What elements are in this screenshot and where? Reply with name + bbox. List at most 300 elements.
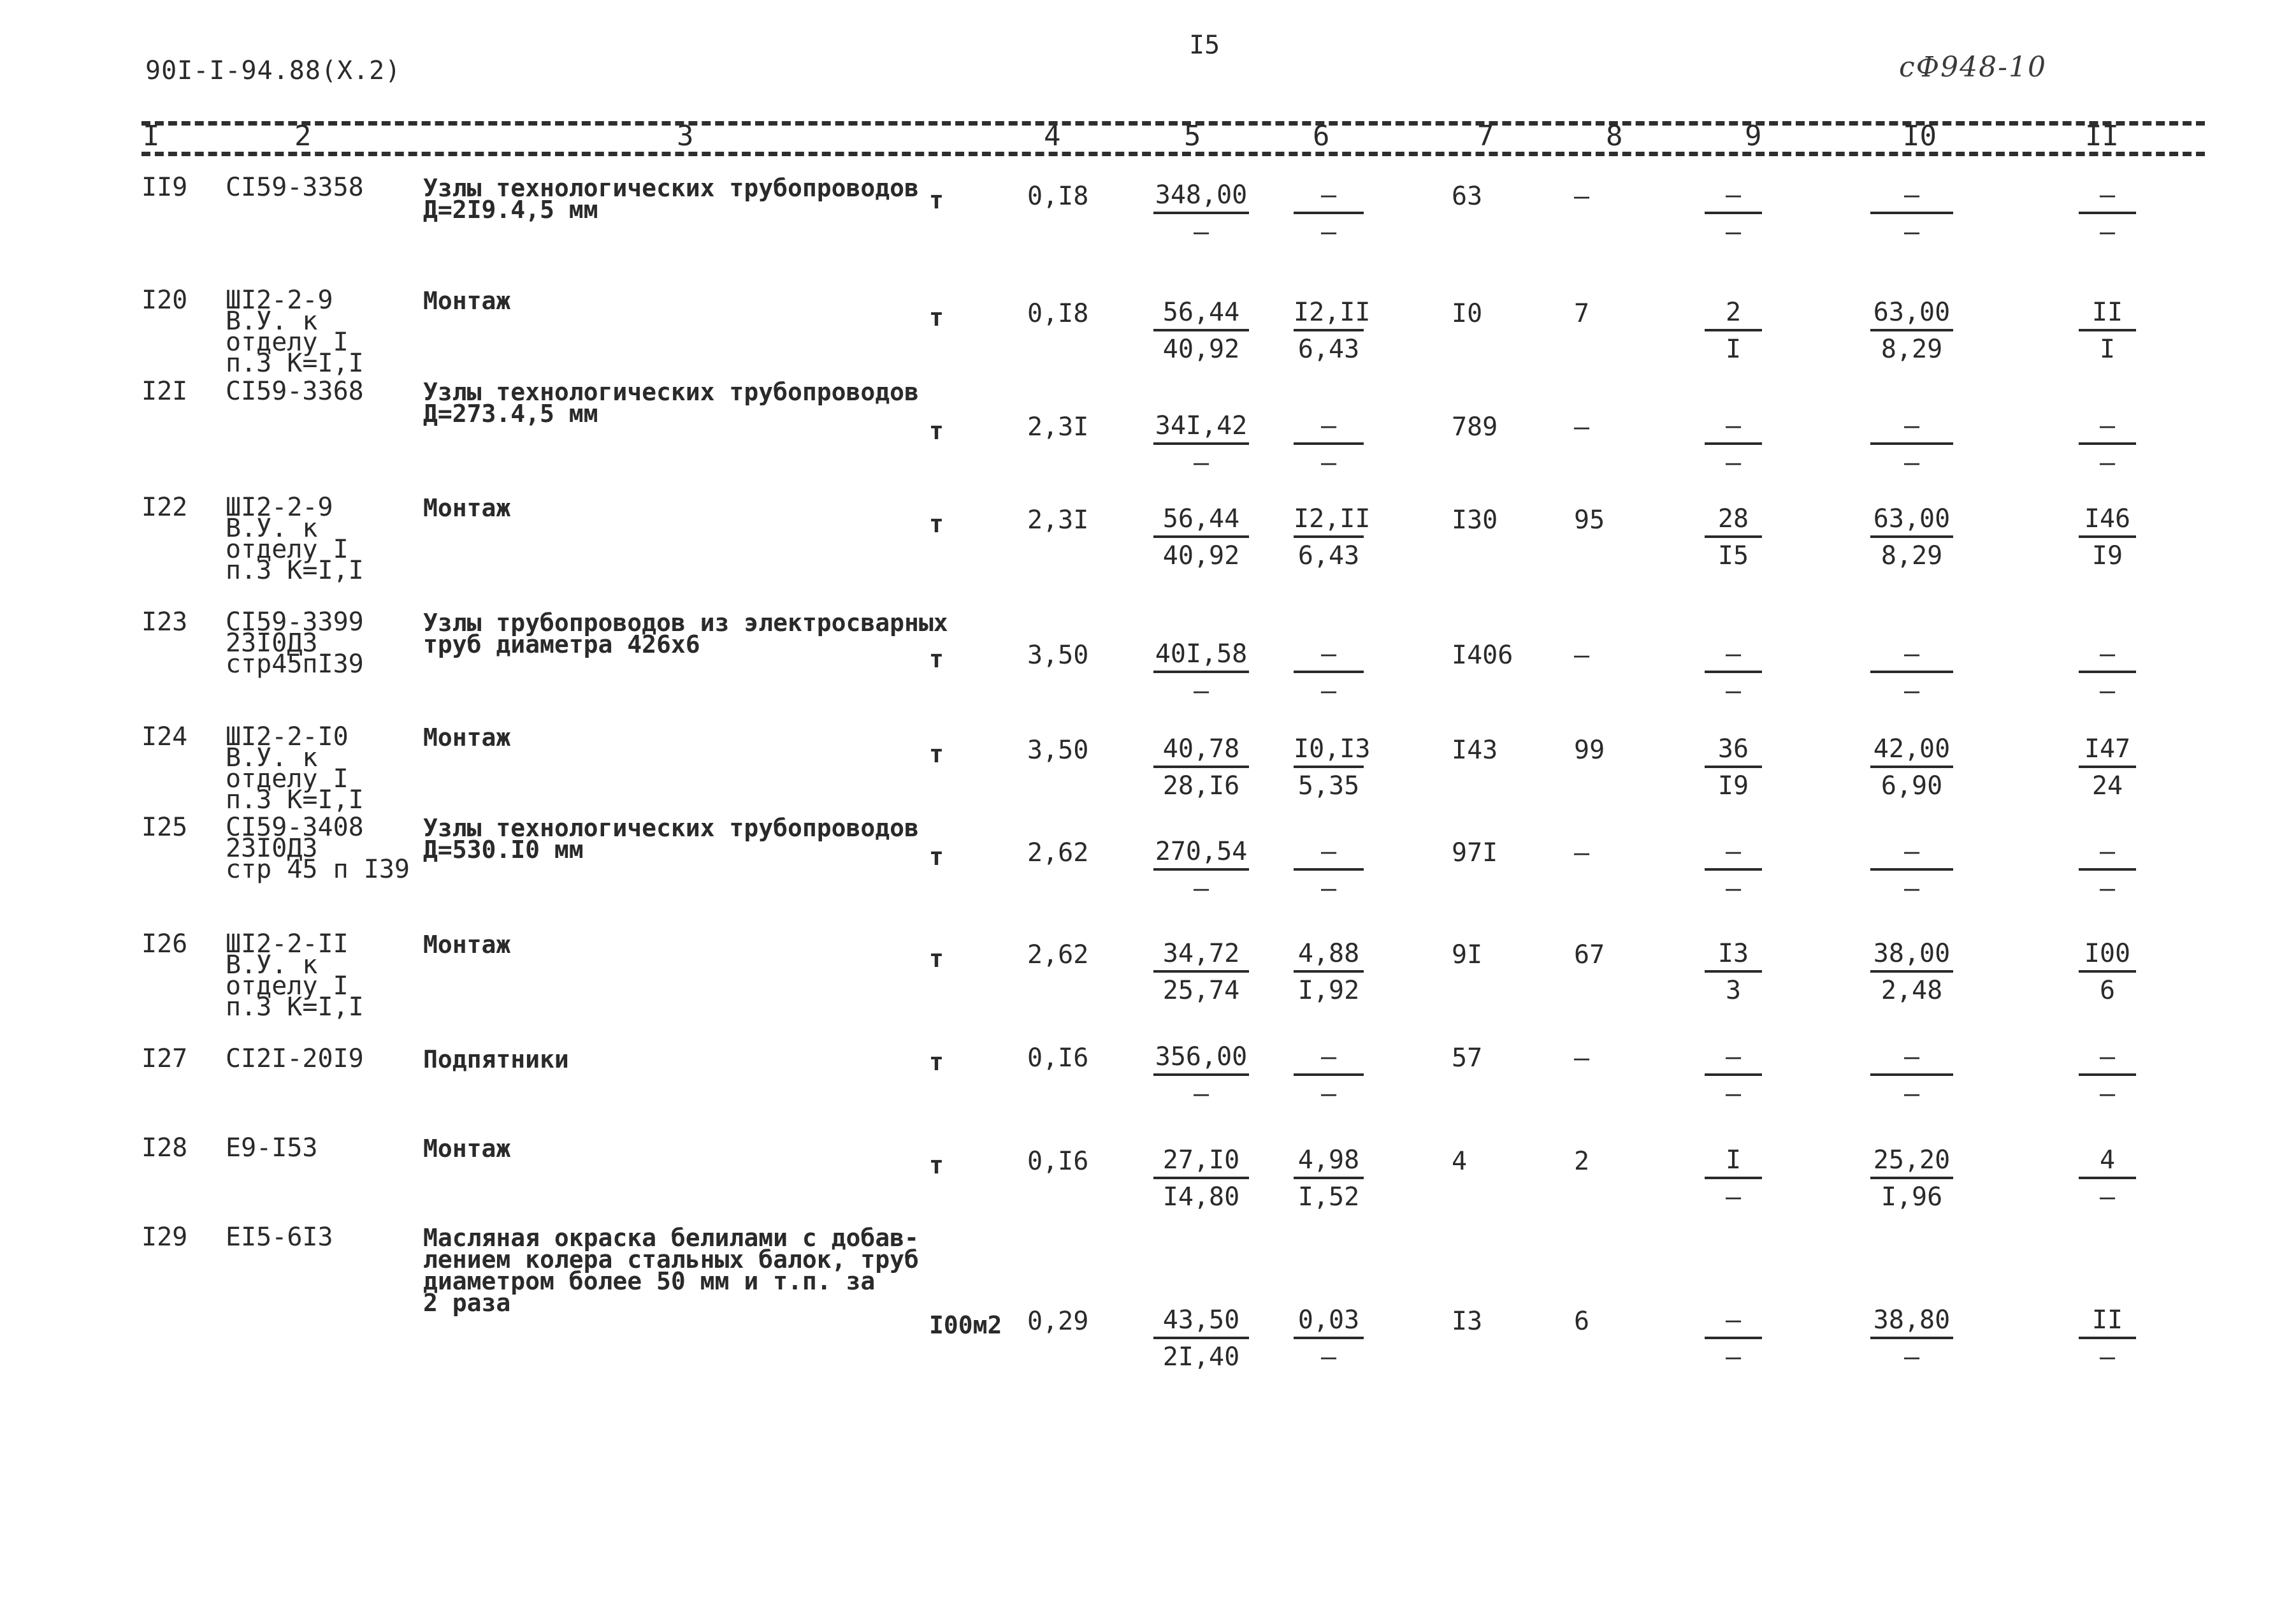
fraction-c6 (1294, 181, 1364, 246)
fraction-numerator: – (1903, 180, 1920, 210)
fraction-bar (1705, 535, 1762, 538)
fraction-c9 (1705, 298, 1762, 363)
fraction-bar (1294, 212, 1364, 214)
fraction-bar (1870, 1073, 1953, 1076)
fraction-bar (1153, 1073, 1249, 1076)
fraction-c11 (2079, 940, 2136, 1005)
column-7-value: I406 (1452, 641, 1513, 670)
fraction-bar (2079, 1073, 2136, 1076)
quantity: 2,62 (1027, 940, 1089, 969)
unit-of-measure: т (929, 645, 944, 673)
fraction-bar (1705, 970, 1762, 973)
column-number-4: 4 (1044, 120, 1061, 152)
fraction-denominator: – (1320, 448, 1337, 477)
fraction-numerator: – (2099, 180, 2116, 210)
unit-of-measure: т (929, 740, 944, 768)
column-8-value: – (1574, 838, 1590, 868)
row-number: I24 (141, 722, 188, 751)
fraction-bar (1870, 1337, 1953, 1339)
fraction-numerator: – (1725, 639, 1742, 669)
fraction-bar (1294, 970, 1364, 973)
row-number: I2I (141, 377, 188, 406)
fraction-bar (1153, 535, 1249, 538)
column-7-value: I0 (1452, 299, 1483, 328)
column-number-6: 6 (1313, 120, 1330, 152)
quantity: 0,29 (1027, 1307, 1089, 1336)
unit-of-measure: т (929, 945, 944, 973)
fraction-bar (2079, 1177, 2136, 1179)
fraction-denominator: – (2099, 217, 2116, 247)
fraction-bar (1153, 1337, 1249, 1339)
fraction-c9 (1705, 940, 1762, 1005)
fraction-numerator: 270,54 (1155, 837, 1248, 866)
quantity: 2,62 (1027, 838, 1089, 868)
fraction-c10 (1870, 838, 1953, 903)
fraction-denominator: – (1903, 448, 1920, 477)
fraction-bar (2079, 1337, 2136, 1339)
fraction-numerator: – (1725, 1305, 1742, 1335)
row-number: I29 (141, 1223, 188, 1252)
fraction-denominator: – (1725, 874, 1742, 903)
fraction-bar (2079, 970, 2136, 973)
column-number-5: 5 (1184, 120, 1201, 152)
fraction-denominator: – (1193, 217, 1209, 247)
fraction-numerator: – (1320, 1042, 1337, 1071)
fraction-denominator: 2I,40 (1162, 1342, 1240, 1372)
fraction-bar (1870, 766, 1953, 768)
fraction-numerator: I47 (2084, 734, 2131, 764)
fraction-denominator: I (1725, 335, 1742, 364)
column-8-value: 95 (1574, 505, 1605, 535)
fraction-numerator: 25,20 (1873, 1145, 1951, 1175)
estimate-code-line: CI2I-20I9 (226, 1044, 364, 1073)
estimate-code-line: отделу I (226, 764, 349, 794)
fraction-numerator: 34I,42 (1155, 411, 1248, 440)
fraction-c11 (2079, 640, 2136, 705)
fraction-numerator: I2,II (1294, 298, 1371, 327)
row-number: II9 (141, 173, 188, 202)
fraction-bar (1870, 1177, 1953, 1179)
fraction-bar (2079, 868, 2136, 871)
fraction-numerator: I46 (2084, 504, 2131, 534)
fraction-denominator: – (2099, 676, 2116, 706)
estimate-code-line: 23I0ДЗ (226, 834, 318, 863)
fraction-c5 (1153, 1146, 1249, 1211)
fraction-numerator: 34,72 (1162, 939, 1240, 968)
fraction-denominator: – (1725, 1342, 1742, 1372)
unit-of-measure: т (929, 510, 944, 538)
fraction-c10 (1870, 298, 1953, 363)
quantity: 0,I6 (1027, 1147, 1089, 1176)
fraction-c10 (1870, 640, 1953, 705)
fraction-denominator: – (1903, 676, 1920, 706)
fraction-bar (1294, 1337, 1364, 1339)
unit-of-measure: т (929, 186, 944, 214)
fraction-numerator: 4,88 (1297, 939, 1360, 968)
fraction-c10 (1870, 1043, 1953, 1108)
header-dashed-rule (141, 152, 2205, 156)
column-7-value: 63 (1452, 182, 1483, 211)
fraction-bar (1705, 868, 1762, 871)
fraction-numerator: 4,98 (1297, 1145, 1360, 1175)
fraction-denominator: I9 (1717, 771, 1749, 801)
fraction-bar (1705, 212, 1762, 214)
fraction-numerator: 43,50 (1162, 1305, 1240, 1335)
fraction-c5 (1153, 505, 1249, 570)
fraction-denominator: 28,I6 (1162, 771, 1240, 801)
fraction-c6 (1294, 1146, 1364, 1211)
fraction-c5 (1153, 1306, 1249, 1371)
fraction-numerator: I00 (2084, 939, 2131, 968)
work-description-line: Масляная окраска белилами с добав- (423, 1224, 919, 1252)
fraction-numerator: 38,80 (1873, 1305, 1951, 1335)
fraction-c11 (2079, 181, 2136, 246)
row-number: I27 (141, 1044, 188, 1073)
estimate-code-line: стр45пI39 (226, 650, 364, 679)
fraction-bar (2079, 329, 2136, 331)
fraction-denominator: 3 (1725, 976, 1742, 1005)
quantity: 0,I8 (1027, 182, 1089, 211)
fraction-numerator: – (1320, 639, 1337, 669)
fraction-denominator: – (1320, 217, 1337, 247)
fraction-denominator: 6,43 (1297, 335, 1360, 364)
fraction-c9 (1705, 505, 1762, 570)
work-description-line: Монтаж (423, 723, 511, 751)
fraction-c5 (1153, 412, 1249, 477)
fraction-denominator: 2,48 (1881, 976, 1943, 1005)
fraction-c6 (1294, 504, 1371, 570)
work-description-line: лением колера стальных балок, труб (423, 1245, 919, 1274)
fraction-numerator: – (2099, 411, 2116, 440)
fraction-c6 (1294, 838, 1364, 903)
column-number-3: 3 (677, 120, 694, 152)
column-number-1: I (143, 120, 160, 152)
quantity: 0,I6 (1027, 1043, 1089, 1073)
fraction-numerator: 63,00 (1873, 504, 1951, 534)
fraction-c5 (1153, 181, 1249, 246)
column-number-7: 7 (1477, 120, 1494, 152)
fraction-denominator: – (1320, 1079, 1337, 1108)
fraction-c11 (2079, 1146, 2136, 1211)
fraction-numerator: 28 (1717, 504, 1749, 534)
fraction-denominator: – (1903, 217, 1920, 247)
fraction-numerator: 38,00 (1873, 939, 1951, 968)
fraction-numerator: 4 (2099, 1145, 2116, 1175)
unit-of-measure: т (929, 843, 944, 871)
unit-of-measure: т (929, 1151, 944, 1179)
fraction-numerator: – (1320, 180, 1337, 210)
fraction-numerator: 2 (1725, 298, 1742, 327)
fraction-numerator: 56,44 (1162, 504, 1240, 534)
fraction-c5 (1153, 735, 1249, 800)
fraction-numerator: 348,00 (1155, 180, 1248, 210)
work-description-line: диаметром более 50 мм и т.п. за (423, 1267, 876, 1295)
fraction-c10 (1870, 940, 1953, 1005)
fraction-bar (1153, 868, 1249, 871)
fraction-denominator: 24 (2091, 771, 2123, 801)
quantity: 0,I8 (1027, 299, 1089, 328)
fraction-denominator: 6,43 (1297, 541, 1360, 570)
estimate-code-line: CI59-3368 (226, 377, 364, 406)
work-description-line: Узлы технологических трубопроводов (423, 174, 919, 202)
work-description-line: Монтаж (423, 287, 511, 315)
fraction-denominator: 6,90 (1881, 771, 1943, 801)
fraction-numerator: – (1725, 411, 1742, 440)
fraction-numerator: I (1725, 1145, 1742, 1175)
fraction-bar (1870, 868, 1953, 871)
estimate-code-line: В.У. к (226, 950, 318, 980)
row-number: I26 (141, 929, 188, 959)
fraction-numerator: 36 (1717, 734, 1749, 764)
fraction-c10 (1870, 505, 1953, 570)
work-description-line: Узлы технологических трубопроводов (423, 814, 919, 842)
fraction-bar (1870, 212, 1953, 214)
fraction-numerator: – (2099, 639, 2116, 669)
fraction-bar (1294, 766, 1364, 768)
fraction-c11 (2079, 505, 2136, 570)
quantity: 3,50 (1027, 736, 1089, 765)
unit-of-measure: т (929, 303, 944, 331)
column-7-value: 789 (1452, 412, 1498, 442)
fraction-bar (1870, 442, 1953, 445)
fraction-c11 (2079, 1043, 2136, 1108)
fraction-bar (1870, 671, 1953, 673)
fraction-c9 (1705, 735, 1762, 800)
estimate-code-line: CI59-3408 (226, 813, 364, 842)
fraction-bar (2079, 535, 2136, 538)
fraction-numerator: – (1903, 411, 1920, 440)
work-description-line: Д=273.4,5 мм (423, 400, 598, 428)
column-7-value: I43 (1452, 736, 1498, 765)
fraction-numerator: – (1903, 1042, 1920, 1071)
estimate-code-line: ШI2-2-II (226, 929, 349, 959)
fraction-numerator: 27,I0 (1162, 1145, 1240, 1175)
fraction-bar (1294, 1073, 1364, 1076)
fraction-denominator: 6 (2099, 976, 2116, 1005)
fraction-bar (1294, 671, 1364, 673)
column-8-value: 99 (1574, 736, 1605, 765)
fraction-denominator: – (1193, 448, 1209, 477)
fraction-bar (1705, 1337, 1762, 1339)
fraction-numerator: 40,78 (1162, 734, 1240, 764)
row-number: I22 (141, 493, 188, 522)
fraction-numerator: – (1725, 180, 1742, 210)
fraction-numerator: 0,03 (1297, 1305, 1360, 1335)
column-number-8: 8 (1606, 120, 1623, 152)
estimate-code-line: CI59-3399 (226, 607, 364, 637)
column-7-value: 57 (1452, 1043, 1483, 1073)
fraction-c5 (1153, 640, 1249, 705)
fraction-denominator: I,92 (1297, 976, 1360, 1005)
estimate-code-line: 23I0ДЗ (226, 628, 318, 658)
fraction-bar (2079, 442, 2136, 445)
quantity: 3,50 (1027, 641, 1089, 670)
fraction-bar (1153, 766, 1249, 768)
column-8-value: – (1574, 1043, 1590, 1073)
fraction-denominator: – (2099, 448, 2116, 477)
fraction-numerator: – (1725, 837, 1742, 866)
handwritten-reference: сФ948-10 (1899, 51, 2047, 83)
column-8-value: – (1574, 412, 1590, 442)
work-description-line: труб диаметра 426х6 (423, 630, 700, 658)
estimate-code-line: В.У. к (226, 307, 318, 336)
fraction-denominator: – (2099, 1342, 2116, 1372)
document-code: 90I-I-94.88(X.2) (145, 56, 401, 85)
fraction-c9 (1705, 181, 1762, 246)
fraction-denominator: – (1725, 448, 1742, 477)
row-number: I28 (141, 1133, 188, 1163)
fraction-numerator: – (1725, 1042, 1742, 1071)
fraction-denominator: I,96 (1881, 1182, 1943, 1212)
fraction-c6 (1294, 412, 1364, 477)
top-dashed-rule (141, 121, 2205, 126)
fraction-bar (1294, 535, 1364, 538)
estimate-code-line: п.3 К=I,I (226, 349, 364, 378)
column-7-value: 9I (1452, 940, 1483, 969)
column-7-value: 4 (1452, 1147, 1468, 1176)
fraction-denominator: I,52 (1297, 1182, 1360, 1212)
fraction-bar (1153, 442, 1249, 445)
column-number-11: II (2085, 120, 2119, 152)
fraction-denominator: – (1320, 874, 1337, 903)
fraction-denominator: – (1725, 676, 1742, 706)
fraction-c10 (1870, 1306, 1953, 1371)
fraction-c10 (1870, 1146, 1953, 1211)
fraction-c9 (1705, 640, 1762, 705)
estimate-code-line: отделу I (226, 971, 349, 1001)
row-number: I25 (141, 813, 188, 842)
fraction-denominator: – (1725, 217, 1742, 247)
fraction-denominator: – (1725, 1079, 1742, 1108)
estimate-code-line: ШI2-2-I0 (226, 722, 349, 751)
estimate-code-line: В.У. к (226, 514, 318, 543)
fraction-denominator: – (1193, 676, 1209, 706)
fraction-numerator: – (2099, 837, 2116, 866)
fraction-numerator: – (1320, 411, 1337, 440)
column-8-value: 67 (1574, 940, 1605, 969)
fraction-denominator: – (1903, 1342, 1920, 1372)
fraction-denominator: I5 (1717, 541, 1749, 570)
fraction-denominator: I (2099, 335, 2116, 364)
fraction-c6 (1294, 940, 1364, 1005)
estimate-code-line: п.3 К=I,I (226, 556, 364, 585)
fraction-numerator: I3 (1717, 939, 1749, 968)
fraction-denominator: – (1193, 1079, 1209, 1108)
fraction-bar (1153, 671, 1249, 673)
fraction-bar (1705, 671, 1762, 673)
fraction-denominator: – (1320, 1342, 1337, 1372)
fraction-denominator: 40,92 (1162, 541, 1240, 570)
page-number: I5 (1189, 31, 1220, 60)
unit-of-measure: I00м2 (929, 1311, 1002, 1339)
fraction-c10 (1870, 181, 1953, 246)
fraction-c11 (2079, 1306, 2136, 1371)
fraction-numerator: II (2091, 1305, 2123, 1335)
fraction-bar (1870, 535, 1953, 538)
fraction-c11 (2079, 412, 2136, 477)
quantity: 2,3I (1027, 412, 1089, 442)
work-description-line: Д=530.I0 мм (423, 836, 584, 864)
estimate-code-line: п.3 К=I,I (226, 785, 364, 815)
fraction-bar (1870, 329, 1953, 331)
estimate-code-line: EI5-6I3 (226, 1223, 333, 1252)
fraction-c6 (1294, 640, 1364, 705)
work-description-line: Д=2I9.4,5 мм (423, 196, 598, 224)
estimate-code-line: CI59-3358 (226, 173, 364, 202)
fraction-numerator: 42,00 (1873, 734, 1951, 764)
unit-of-measure: т (929, 417, 944, 445)
unit-of-measure: т (929, 1048, 944, 1076)
work-description-line: Монтаж (423, 931, 511, 959)
fraction-bar (1705, 442, 1762, 445)
fraction-c5 (1153, 1043, 1249, 1108)
quantity: 2,3I (1027, 505, 1089, 535)
fraction-numerator: I2,II (1294, 504, 1371, 534)
fraction-numerator: 56,44 (1162, 298, 1240, 327)
fraction-numerator: 356,00 (1155, 1042, 1248, 1071)
column-7-value: I3 (1452, 1307, 1483, 1336)
column-7-value: I30 (1452, 505, 1498, 535)
work-description-line: Узлы технологических трубопроводов (423, 378, 919, 406)
fraction-c9 (1705, 412, 1762, 477)
fraction-numerator: – (1903, 639, 1920, 669)
column-8-value: 6 (1574, 1307, 1590, 1336)
fraction-denominator: – (1725, 1182, 1742, 1212)
fraction-c5 (1153, 940, 1249, 1005)
fraction-denominator: – (2099, 874, 2116, 903)
fraction-bar (2079, 671, 2136, 673)
work-description-line: Узлы трубопроводов из электросварных (423, 609, 948, 637)
fraction-bar (1294, 1177, 1364, 1179)
fraction-c9 (1705, 1306, 1762, 1371)
fraction-c9 (1705, 838, 1762, 903)
estimate-code-line: ШI2-2-9 (226, 493, 333, 522)
estimate-code-line: ШI2-2-9 (226, 286, 333, 315)
fraction-c5 (1153, 838, 1249, 903)
fraction-bar (1705, 1177, 1762, 1179)
column-number-9: 9 (1745, 120, 1762, 152)
fraction-bar (1294, 868, 1364, 871)
fraction-c11 (2079, 735, 2136, 800)
fraction-c6 (1294, 1306, 1364, 1371)
fraction-c6 (1294, 734, 1371, 801)
row-number: I23 (141, 607, 188, 637)
fraction-denominator: I4,80 (1162, 1182, 1240, 1212)
fraction-bar (1153, 212, 1249, 214)
fraction-denominator: – (1903, 874, 1920, 903)
fraction-c6 (1294, 1043, 1364, 1108)
fraction-bar (1153, 1177, 1249, 1179)
estimate-code-line: отделу I (226, 535, 349, 564)
fraction-numerator: – (2099, 1042, 2116, 1071)
fraction-c5 (1153, 298, 1249, 363)
fraction-numerator: 63,00 (1873, 298, 1951, 327)
estimate-code-line: п.3 К=I,I (226, 992, 364, 1022)
fraction-c9 (1705, 1043, 1762, 1108)
fraction-numerator: – (1320, 837, 1337, 866)
fraction-bar (1153, 970, 1249, 973)
estimate-code-line: отделу I (226, 328, 349, 357)
column-7-value: 97I (1452, 838, 1498, 868)
estimate-code-line: E9-I53 (226, 1133, 318, 1163)
work-description-line: 2 раза (423, 1289, 511, 1317)
column-number-2: 2 (294, 120, 312, 152)
fraction-denominator: I9 (2091, 541, 2123, 570)
fraction-c11 (2079, 298, 2136, 363)
column-8-value: – (1574, 182, 1590, 211)
column-8-value: 7 (1574, 299, 1590, 328)
fraction-c11 (2079, 838, 2136, 903)
